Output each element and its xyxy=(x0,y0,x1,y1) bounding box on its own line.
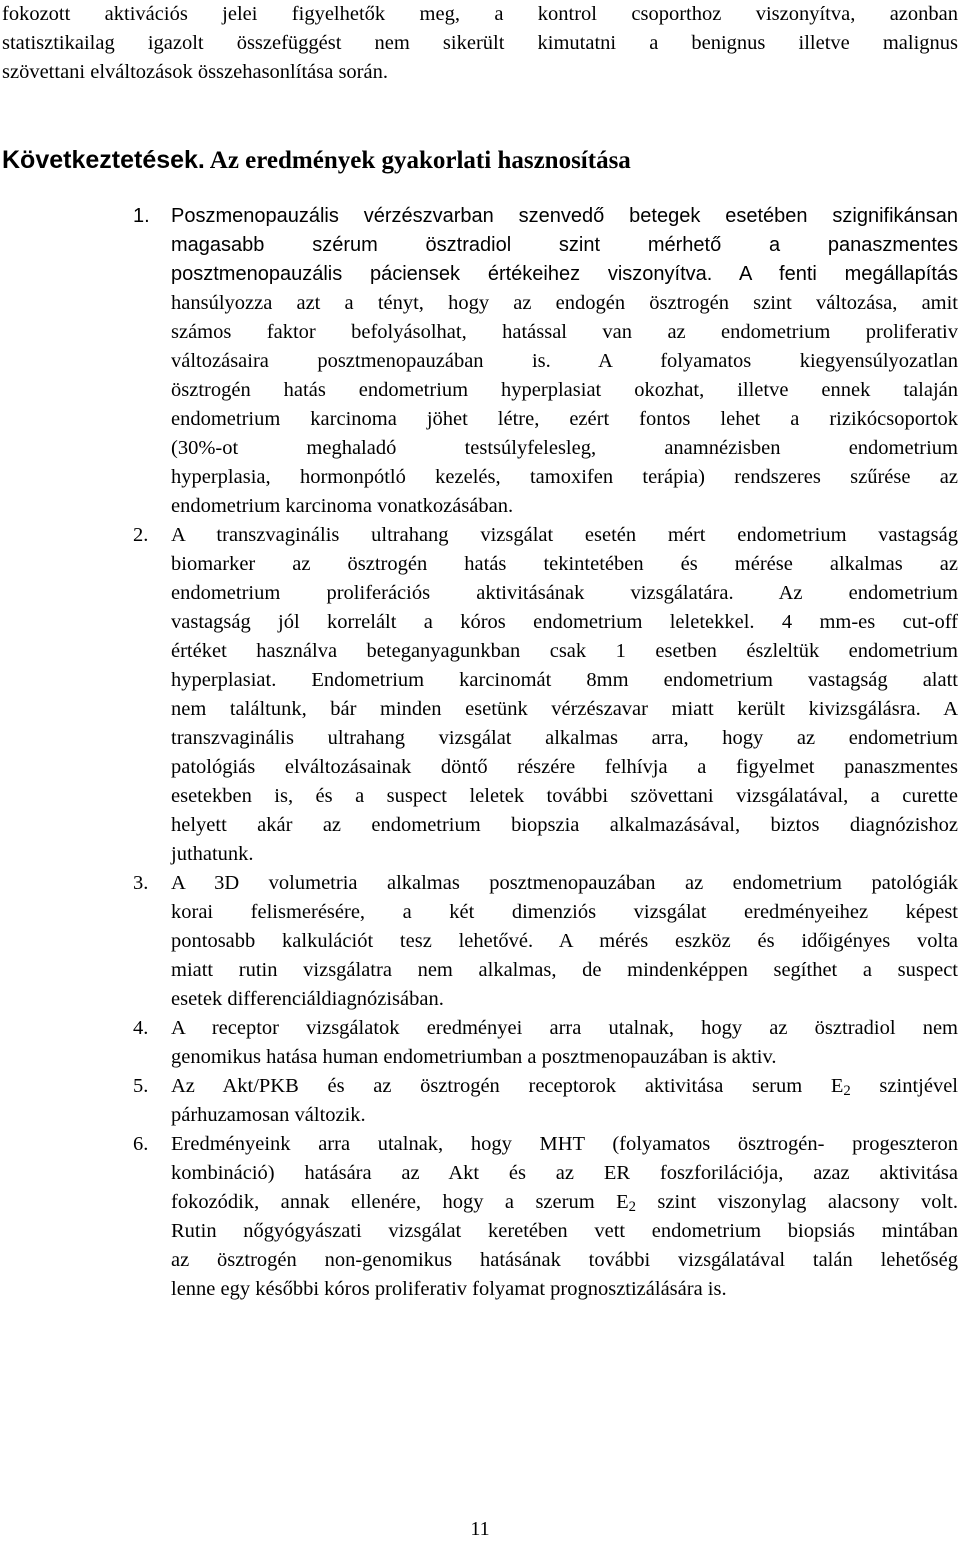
text-line: genomikus hatása human endometriumban a posztmenopauzában is aktiv. xyxy=(171,1046,777,1068)
text-line xyxy=(171,1188,958,1217)
conclusion-item-4 xyxy=(133,1014,958,1072)
text-line: pontosabb kalkulációt tesz lehetővé. A mérés eszköz és időigényes volta xyxy=(171,930,958,952)
text-line: vastagság jól korrelált a kóros endometrium leletekkel. 4 mm-es cut-off xyxy=(171,611,958,633)
conclusion-item-5 xyxy=(133,1072,958,1130)
text-segment: fokozódik, annak ellenére, hogy a szerum E xyxy=(171,1191,629,1213)
text-line: endometrium karcinoma vonatkozásában. xyxy=(171,495,514,517)
text-line: transzvaginális ultrahang vizsgálat alkalmas arra, hogy az endometrium xyxy=(171,727,958,749)
text-line: patológiás elváltozásainak döntő részére felhívja a figyelmet panaszmentes xyxy=(171,756,958,778)
text-line: az ösztrogén non-genomikus hatásának további vizsgálatával talán lehetőség xyxy=(171,1249,958,1271)
text-line: Rutin nőgyógyászati vizsgálat keretében vett endometrium biopsiás mintában xyxy=(171,1220,958,1242)
item-number: 1. xyxy=(133,205,150,227)
text-line: endometrium karcinoma jöhet létre, ezért fontos lehet a rizikócsoportok xyxy=(171,408,958,430)
text-line xyxy=(171,1072,958,1101)
text-line: magasabb szérum ösztradiol szint mérhető a panaszmentes xyxy=(171,234,958,256)
item-number: 4. xyxy=(133,1017,149,1039)
subscript: 2 xyxy=(628,1199,636,1216)
conclusion-item-3 xyxy=(133,869,958,1014)
text-line: esetekben is, és a suspect leletek további szövettani vizsgálatával, a curette xyxy=(171,785,958,807)
text-line: Poszmenopauzális vérzészvarban szenvedő betegek esetében szignifikánsan xyxy=(171,205,958,227)
text-line: biomarker az ösztrogén hatás tekintetében és mérése alkalmas az xyxy=(171,553,958,575)
text-line: juthatunk. xyxy=(171,843,254,865)
text-line: esetek differenciáldiagnózisában. xyxy=(171,988,444,1010)
intro-paragraph xyxy=(2,0,958,87)
text-line: ösztrogén hatás endometrium hyperplasiat okozhat, illetve ennek talaján xyxy=(171,379,958,401)
text-line: korai felismerésére, a két dimenziós vizsgálat eredményeihez képest xyxy=(171,901,958,923)
text-segment: szintjével xyxy=(850,1075,958,1097)
conclusion-item-6 xyxy=(133,1130,958,1304)
heading-title: Következtetések. xyxy=(2,146,205,174)
text-line: A transzvaginális ultrahang vizsgálat esetén mért endometrium vastagság xyxy=(171,524,958,546)
text-line: A receptor vizsgálatok eredményei arra utalnak, hogy az ösztradiol nem xyxy=(171,1017,958,1039)
page-number: 11 xyxy=(470,1518,490,1540)
intro-line: szövettani elváltozások összehasonlítása során. xyxy=(2,61,388,83)
item-number: 6. xyxy=(133,1133,149,1155)
text-line: lenne egy későbbi kóros proliferativ folyamat prognosztizálására is. xyxy=(171,1278,727,1300)
text-line: posztmenopauzális páciensek értékeihez viszonyítva. A fenti megállapítás xyxy=(171,263,958,285)
item-number: 5. xyxy=(133,1075,149,1097)
intro-line: statisztikailag igazolt összefüggést nem sikerült kimutatni a benignus illetve malignus xyxy=(2,32,958,54)
text-line: (30%-ot meghaladó testsúlyfelesleg, anamnézisben endometrium xyxy=(171,437,958,459)
text-segment: Az Akt/PKB és az ösztrogén receptorok aktivitása serum E xyxy=(171,1075,844,1097)
text-line: hyperplasia, hormonpótló kezelés, tamoxifen terápia) rendszeres szűrése az xyxy=(171,466,958,488)
text-line: nem találtunk, bár minden esetünk vérzészavar miatt került kivizsgálásra. A xyxy=(171,698,958,720)
text-line: miatt rutin vizsgálatra nem alkalmas, de mindenképpen segíthet a suspect xyxy=(171,959,958,981)
text-line: A 3D volumetria alkalmas posztmenopauzában az endometrium patológiák xyxy=(171,872,958,894)
text-line: kombináció) hatására az Akt és az ER foszforilációja, azaz aktivitása xyxy=(171,1162,958,1184)
text-line: párhuzamosan változik. xyxy=(171,1104,366,1126)
intro-line: fokozott aktivációs jelei figyelhetők meg, a kontrol csoporthoz viszonyítva, azonban xyxy=(2,3,958,25)
conclusion-item-1 xyxy=(133,202,958,521)
text-line: hyperplasiat. Endometrium karcinomát 8mm endometrium vastagság alatt xyxy=(171,669,958,691)
text-line: helyett akár az endometrium biopszia alkalmazásával, biztos diagnózishoz xyxy=(171,814,958,836)
text-segment: szint viszonylag alacsony volt. xyxy=(635,1191,958,1213)
item-number: 2. xyxy=(133,524,149,546)
heading-subtitle: Az eredmények gyakorlati hasznosítása xyxy=(204,147,631,174)
item-number: 3. xyxy=(133,872,149,894)
text-line: számos faktor befolyásolhat, hatással van az endometrium proliferativ xyxy=(171,321,958,343)
text-line: változásaira posztmenopauzában is. A folyamatos kiegyensúlyozatlan xyxy=(171,350,958,372)
subscript: 2 xyxy=(843,1083,851,1100)
conclusions-list xyxy=(133,202,958,1304)
text-line: hansúlyozza azt a tényt, hogy az endogén ösztrogén szint változása, amit xyxy=(171,292,958,314)
text-line: értéket használva beteganyagunkban csak 1 esetben észleltük endometrium xyxy=(171,640,958,662)
conclusion-item-2 xyxy=(133,521,958,869)
section-heading xyxy=(2,144,631,177)
text-line: Eredményeink arra utalnak, hogy MHT (folyamatos ösztrogén- progeszteron xyxy=(171,1133,958,1155)
text-line: endometrium proliferációs aktivitásának vizsgálatára. Az endometrium xyxy=(171,582,958,604)
